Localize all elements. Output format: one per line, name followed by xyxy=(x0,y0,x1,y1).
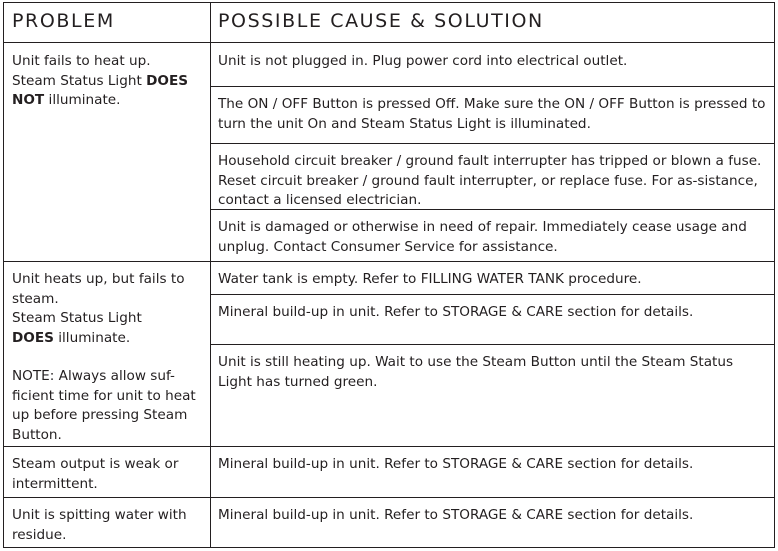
problem-2-line xyxy=(12,329,202,349)
problem-cell-2 xyxy=(4,261,210,445)
problem-2-note: NOTE: Always allow suf-ficient time for unit to heat up before pressing Steam Button. xyxy=(12,368,196,443)
solution-1-3: Household circuit breaker / ground fault interrupter has tripped or blown a fuse. Reset circuit breaker / ground fault interrupter, or replace fuse. For as-sistance, contact a licensed electrician. xyxy=(218,153,762,208)
solution-1-1: Unit is not plugged in. Plug power cord into electrical outlet. xyxy=(218,53,628,69)
troubleshooting-table xyxy=(3,2,775,548)
header-problem xyxy=(4,3,210,43)
problem-2-line: Steam Status Light xyxy=(12,310,142,326)
problem-2-bold: DOES xyxy=(12,329,54,346)
solution-2-2: Mineral build-up in unit. Refer to STORAGE & CARE section for details. xyxy=(218,304,694,320)
solution-4-1: Mineral build-up in unit. Refer to STORAGE & CARE section for details. xyxy=(218,507,694,523)
solution-1-2: The ON / OFF Button is pressed Off. Make sure the ON / OFF Button is pressed to turn the unit On and Steam Status Light is illuminated. xyxy=(218,96,766,132)
solution-2-1: Water tank is empty. Refer to FILLING WATER TANK procedure. xyxy=(218,271,642,287)
problem-1-text: illuminate. xyxy=(44,92,121,108)
solution-3-1: Mineral build-up in unit. Refer to STORAGE & CARE section for details. xyxy=(218,456,694,472)
spacer xyxy=(12,348,202,367)
problem-2-line: Unit heats up, but fails to steam. xyxy=(12,271,185,307)
problem-1-bold: NOT xyxy=(12,92,45,108)
problem-1-line xyxy=(12,72,202,92)
problem-1-line xyxy=(12,91,202,111)
solution-1-4: Unit is damaged or otherwise in need of repair. Immediately cease usage and unplug. Contact Consumer Service for assistance. xyxy=(218,219,747,255)
problem-1-bold: DOES xyxy=(146,72,189,89)
header-solution-label: POSSIBLE CAUSE & SOLUTION xyxy=(218,10,544,32)
problem-1-text: Steam Status Light xyxy=(12,72,147,89)
header-problem-label: PROBLEM xyxy=(12,10,115,32)
problem-cell-3: Steam output is weak or intermittent. xyxy=(12,456,179,492)
problem-cell-4: Unit is spitting water with residue. xyxy=(12,507,187,543)
problem-1-line: Unit fails to heat up. xyxy=(12,53,151,69)
problem-2-text: illuminate. xyxy=(53,329,131,346)
problem-cell-1 xyxy=(4,43,210,111)
header-solution xyxy=(210,3,774,43)
solution-2-3: Unit is still heating up. Wait to use the Steam Button until the Steam Status Light has turned green. xyxy=(218,354,734,390)
